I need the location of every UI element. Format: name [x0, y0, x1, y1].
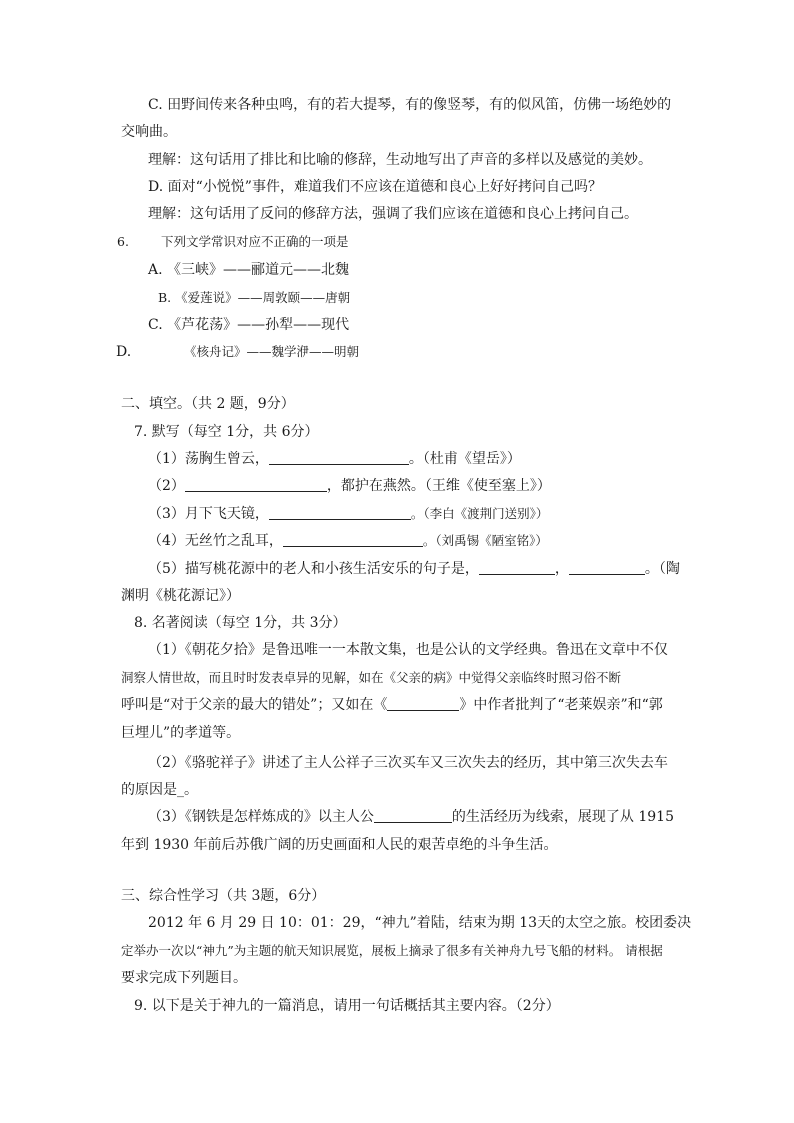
q8-item-1-line4: 巨埋儿”的孝道等。 [121, 725, 241, 741]
q8-item-3-line2: 年到 1930 年前后苏俄广阔的历史画面和人民的艰苦卓绝的斗争生活。 [121, 837, 558, 853]
q7-item-3: （3）月下飞天镜， 。（李白《渡荆门送别》） [148, 506, 549, 522]
q8-item-2-line1: （2）《骆驼祥子》讲述了主人公祥子三次买车又三次失去的经历，其中第三次失去车 [148, 755, 668, 771]
q8-item-2-line2: 的原因是_。 [121, 782, 198, 798]
q6-option-d-label: D. [116, 344, 132, 360]
q9-stem: 9. 以下是关于神九的一篇消息，请用一句话概括其主要内容。（2分） [134, 998, 560, 1014]
q7-1-blank[interactable] [269, 450, 409, 465]
q8-heading: 8. 名著阅读（每空 1分，共 3分） [134, 615, 347, 631]
q7-item-2: （2） ，都护在燕然。（王维《使至塞上》） [148, 478, 551, 494]
q6-option-d-text: 《核舟记》——魏学洢——明朝 [184, 344, 360, 359]
section2-heading: 二、填空。（共 2 题，9分） [121, 396, 295, 412]
q5-option-d-understanding: 理解：这句话用了反问的修辞方法，强调了我们应该在道德和良心上拷问自己。 [148, 206, 638, 222]
q5-option-c-line2: 交响曲。 [121, 124, 177, 140]
section3-intro-line2: 定举办一次以“神九”为主题的航天知识展览，展板上摘录了很多有关神舟九号飞船的材料。 请根据 [121, 943, 663, 958]
section3-intro-line1: 2012 年 6 月 29 日 10：01：29，“神九”着陆，结束为期 13天的太空之旅。校团委决 [148, 915, 692, 931]
q7-5-blank-2[interactable] [569, 560, 645, 575]
q8-1-blank[interactable] [387, 696, 459, 711]
q6-stem: 下列文学常识对应不正确的一项是 [161, 234, 349, 249]
q7-4-blank[interactable] [283, 532, 423, 547]
q7-5-blank-1[interactable] [479, 560, 555, 575]
q8-item-1-line3: 呼叫是“对于父亲的最大的错处”；又如在《 》中作者批判了“老莱娱亲”和“郭 [121, 697, 663, 713]
q7-heading: 7. 默写（每空 1分，共 6分） [134, 424, 319, 440]
q6-option-b: B. 《爱莲说》——周敦颐——唐朝 [158, 290, 351, 305]
q7-2-blank[interactable] [185, 477, 327, 492]
q7-3-blank[interactable] [269, 505, 411, 520]
section3-heading: 三、综合性学习（共 3题，6分） [121, 888, 326, 904]
q6-number: 6. [117, 234, 129, 249]
q5-option-d: D. 面对“小悦悦”事件，难道我们不应该在道德和良心上好好拷问自己吗？ [148, 179, 602, 195]
q8-3-blank[interactable] [374, 808, 452, 823]
q7-item-1: （1）荡胸生曾云， 。（杜甫《望岳》） [148, 451, 521, 467]
q6-option-a: A. 《三峡》——郦道元——北魏 [148, 262, 350, 278]
q5-option-c-line1: C. 田野间传来各种虫鸣，有的若大提琴，有的像竖琴，有的似风笛，仿佛一场绝妙的 [148, 97, 672, 113]
q8-item-3-line1: （3）《钢铁是怎样炼成的》以主人公 的生活经历为线索，展现了从 1915 [148, 809, 674, 825]
section3-intro-line3: 要求完成下列题目。 [121, 970, 247, 986]
q8-item-1-line1: （1）《朝花夕拾》是鲁迅唯一一本散文集，也是公认的文学经典。鲁迅在文章中不仅 [148, 642, 668, 658]
q8-item-1-line2: 洞察人情世故，而且时时发表卓异的见解，如在《父亲的病》中觉得父亲临终时照习俗不断 [121, 670, 622, 685]
q6-option-c: C. 《芦花荡》——孙犁——现代 [148, 317, 350, 333]
q7-item-4: （4）无丝竹之乱耳， 。（刘禹锡《陋室铭》） [148, 533, 548, 549]
q5-option-c-understanding: 理解：这句话用了排比和比喻的修辞，生动地写出了声音的多样以及感觉的美妙。 [148, 152, 652, 168]
q7-item-5: （5）描写桃花源中的老人和小孩生活安乐的句子是， ， 。（陶 [148, 561, 680, 577]
q7-item-5-cont: 渊明《桃花源记》） [121, 588, 240, 604]
